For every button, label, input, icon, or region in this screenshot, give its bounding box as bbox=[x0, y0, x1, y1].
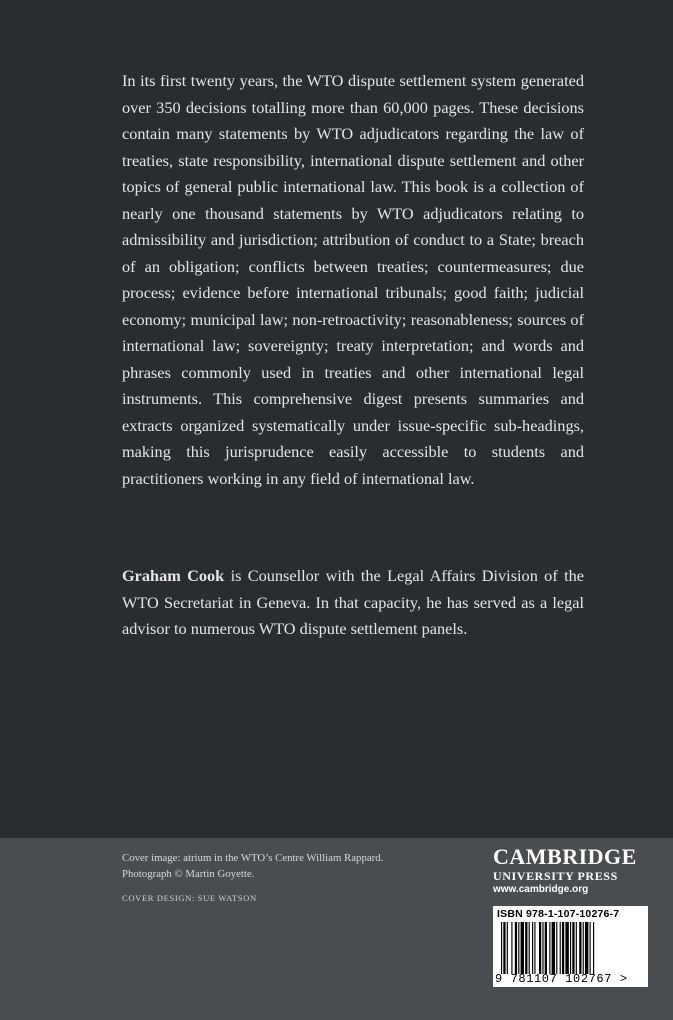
publisher-logo bbox=[493, 845, 653, 897]
cover-design-credit: COVER DESIGN: SUE WATSON bbox=[122, 893, 257, 903]
author-bio bbox=[122, 563, 584, 643]
cover-image-credit: Cover image: atrium in the WTO’s Centre William Rappard. bbox=[122, 852, 384, 864]
cover-credits bbox=[122, 850, 452, 906]
publisher-subtitle: UNIVERSITY PRESS bbox=[493, 869, 618, 883]
author-bio-text: is Counsellor with the Legal Affairs Division of the WTO Secretariat in Geneva. In that capacity, he has served as a legal advisor to numerous WTO dispute settlement panels. bbox=[122, 566, 584, 638]
author-name: Graham Cook bbox=[122, 566, 225, 585]
book-blurb: In its first twenty years, the WTO dispute settlement system generated over 350 decisions totalling more than 60,000 pages. These decisions contain many statements by WTO adjudicators regarding the law of treaties, state responsibility, international dispute settlement and other topics of general public international law. This book is a collection of nearly one thousand statements by WTO adjudicators relating to admissibility and jurisdiction; attribution of conduct to a State; breach of an obligation; conflicts between treaties; countermeasures; due process; evidence before international tribunals; good faith; judicial economy; municipal law; non-retroactivity; reasonableness; sources of international law; sovereignty; treaty interpretation; and words and phrases commonly used in treaties and other international legal instruments. This comprehensive digest presents summaries and extracts organized systematically under issue-specific sub-headings, making this jurisprudence easily accessible to students and practitioners working in any field of international law. bbox=[122, 71, 584, 488]
isbn-number: ISBN 978-1-107-10276-7 bbox=[497, 908, 620, 920]
photograph-credit: Photograph © Martin Goyette. bbox=[122, 868, 255, 880]
publisher-url: www.cambridge.org bbox=[493, 884, 589, 895]
ean-digits: 9 781107 102767 > bbox=[495, 972, 628, 986]
publisher-name: CAMBRIDGE bbox=[493, 844, 637, 869]
isbn-barcode bbox=[493, 906, 648, 987]
barcode-bars-icon bbox=[501, 922, 641, 974]
